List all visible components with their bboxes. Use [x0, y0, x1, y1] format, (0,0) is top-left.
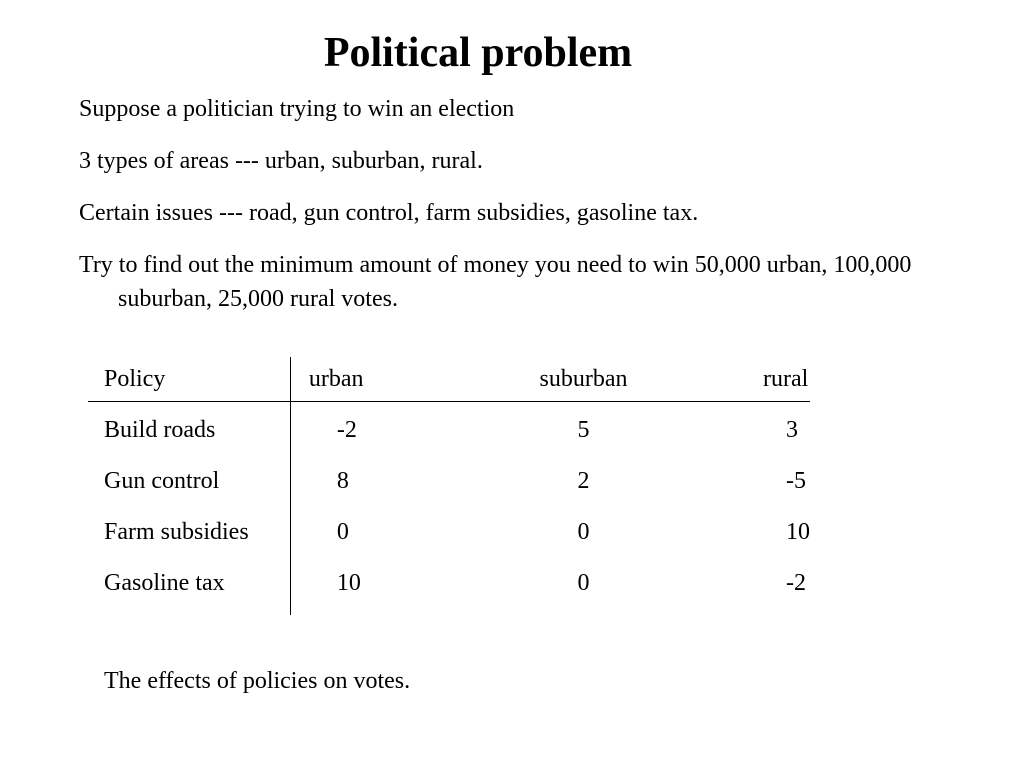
rural-cell: 10 [786, 519, 810, 545]
bullet-item: Certain issues --- road, gun control, farm subsidies, gasoline tax. [79, 200, 699, 226]
policy-cell: Gun control [88, 456, 290, 507]
table-row [88, 558, 810, 615]
header-urban: urban [290, 357, 529, 402]
table-row [88, 402, 810, 457]
suburban-cell: 0 [577, 519, 590, 545]
policy-cell: Gasoline tax [88, 558, 290, 615]
bullet-item: 3 types of areas --- urban, suburban, rural. [79, 148, 483, 174]
suburban-cell: 2 [577, 468, 590, 494]
table-caption: The effects of policies on votes. [104, 668, 411, 694]
header-suburban: suburban [530, 357, 747, 402]
policy-effects-table [88, 357, 810, 615]
rural-cell: -5 [786, 468, 806, 494]
header-rural: rural [746, 357, 810, 402]
table-row [88, 456, 810, 507]
header-policy: Policy [88, 357, 290, 402]
slide-title: Political problem [323, 30, 633, 76]
bullet-list [79, 92, 939, 316]
rural-cell: 3 [786, 417, 798, 443]
policy-cell: Farm subsidies [88, 507, 290, 558]
suburban-cell: 5 [577, 417, 590, 443]
bullet-item: Suppose a politician trying to win an election [79, 96, 515, 122]
rural-cell: -2 [786, 570, 806, 596]
urban-cell: -2 [336, 417, 357, 443]
suburban-cell: 0 [577, 570, 590, 596]
urban-cell: 8 [336, 468, 349, 494]
policy-cell: Build roads [88, 402, 290, 457]
bullet-item: Try to find out the minimum amount of money you need to win 50,000 urban, 100,000 suburban, 25,000 rural votes. [79, 252, 912, 312]
table-header-row [88, 357, 810, 402]
urban-cell: 10 [336, 570, 361, 596]
urban-cell: 0 [336, 519, 349, 545]
table-row [88, 507, 810, 558]
